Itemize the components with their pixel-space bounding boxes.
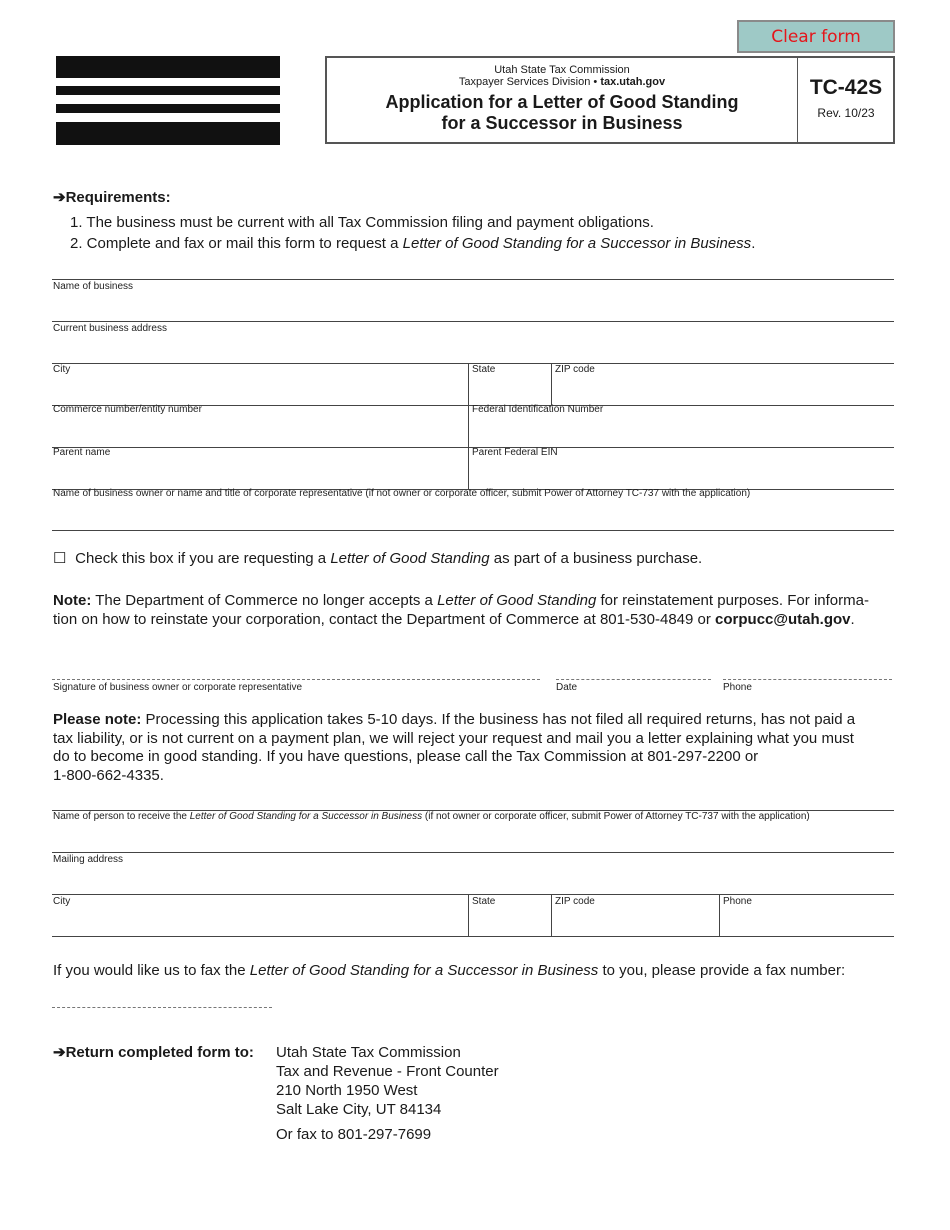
phone-field[interactable] bbox=[723, 679, 892, 680]
address-line1: Utah State Tax Commission bbox=[276, 1044, 461, 1061]
req2-italic: Letter of Good Standing for a Successor in Business bbox=[402, 235, 752, 252]
form-revision: Rev. 10/23 bbox=[817, 106, 875, 120]
business-name-label: Name of business bbox=[53, 281, 134, 292]
agency-name: Utah State Tax Commission bbox=[494, 64, 630, 76]
fax-text: If you would like us to fax the bbox=[53, 962, 250, 979]
address-line2: Tax and Revenue - Front Counter bbox=[276, 1063, 499, 1080]
recipient-zip-field[interactable] bbox=[552, 895, 719, 936]
parent-name-label: Parent name bbox=[53, 447, 111, 458]
date-label: Date bbox=[556, 682, 578, 693]
owner-representative-label: Name of business owner or name and title of corporate representative (if not owner or corporate officer, submit Power of Attorney TC-737 with the application) bbox=[53, 488, 751, 499]
address-line3: 210 North 1950 West bbox=[276, 1082, 418, 1099]
recipient-name-label bbox=[53, 811, 810, 822]
return-fax: Or fax to 801-297-7699 bbox=[276, 1126, 432, 1143]
date-field[interactable] bbox=[556, 679, 711, 680]
fax-italic: Letter of Good Standing for a Successor in Business bbox=[249, 962, 599, 979]
return-heading bbox=[53, 1043, 254, 1061]
please-note-line3: do to become in good standing. If you have questions, please call the Tax Commission at 801-297-2200 or bbox=[53, 748, 759, 765]
phone-label: Phone bbox=[723, 682, 752, 693]
commerce-note bbox=[53, 592, 898, 629]
note-label: Note: bbox=[53, 592, 92, 609]
fax-request bbox=[53, 962, 845, 981]
please-note-text1: Processing this application takes 5-10 days. If the business has not filed all required returns, has not paid a bbox=[141, 711, 856, 728]
fax-text-end: to you, please provide a fax number: bbox=[598, 962, 846, 979]
page-title bbox=[327, 92, 797, 134]
business-zip-field[interactable] bbox=[552, 364, 894, 405]
checkbox-italic: Letter of Good Standing bbox=[330, 550, 490, 567]
bullet: • bbox=[593, 76, 598, 88]
clear-form-button[interactable]: Clear form bbox=[737, 20, 895, 53]
division-name: Taxpayer Services Division bbox=[458, 76, 591, 88]
header-divider bbox=[797, 58, 798, 142]
business-state-field[interactable] bbox=[469, 364, 551, 405]
checkbox-text-end: as part of a business purchase. bbox=[489, 550, 703, 567]
please-note-line4: 1-800-662-4335. bbox=[53, 766, 164, 784]
business-name-field[interactable] bbox=[52, 280, 894, 321]
fax-number-field[interactable] bbox=[52, 1007, 272, 1008]
agency-website: tax.utah.gov bbox=[600, 76, 666, 88]
please-note-line1 bbox=[53, 711, 898, 730]
note-end: . bbox=[850, 610, 855, 628]
note-text2: for reinstatement purposes. For informa- bbox=[596, 592, 869, 609]
recipient-label-italic: Letter of Good Standing for a Successor in Business bbox=[189, 811, 423, 822]
req2-end: . bbox=[751, 235, 756, 252]
requirement-item-1: 1. The business must be current with all Tax Commission filing and payment obligations. bbox=[70, 214, 654, 231]
zip-label: ZIP code bbox=[555, 364, 595, 375]
note-text1: The Department of Commerce no longer accepts a bbox=[91, 592, 438, 609]
city-label: City bbox=[53, 364, 71, 375]
form-id: TC-42S bbox=[809, 76, 883, 99]
recipient-label-text: Name of person to receive the bbox=[53, 811, 190, 822]
recipient-name-field[interactable] bbox=[52, 811, 894, 852]
note-line2-text: tion on how to reinstate your corporation, contact the Department of Commerce at 801-530-4849 or bbox=[53, 610, 716, 628]
return-label: Return completed form to: bbox=[65, 1044, 254, 1061]
city-label: City bbox=[53, 896, 71, 907]
purchase-checkbox[interactable]: ☐ bbox=[53, 550, 67, 567]
req2-text: 2. Complete and fax or mail this form to request a bbox=[70, 235, 403, 252]
please-note-label: Please note: bbox=[53, 711, 142, 728]
recipient-label-end: (if not owner or corporate officer, submit Power of Attorney TC-737 with the application) bbox=[422, 811, 810, 822]
requirements-heading bbox=[53, 188, 171, 206]
parent-name-field[interactable] bbox=[52, 448, 468, 489]
checkbox-text: Check this box if you are requesting a bbox=[75, 550, 331, 567]
state-label: State bbox=[472, 364, 496, 375]
arrow-icon: ➔ bbox=[53, 189, 66, 206]
commerce-number-field[interactable] bbox=[52, 406, 468, 447]
commerce-email: corpucc@utah.gov bbox=[715, 610, 851, 628]
purchase-checkbox-row bbox=[53, 550, 702, 569]
field-border bbox=[52, 530, 894, 531]
zip-label: ZIP code bbox=[555, 896, 595, 907]
fein-field[interactable] bbox=[469, 406, 894, 447]
signature-field[interactable] bbox=[52, 679, 540, 680]
note-italic: Letter of Good Standing bbox=[437, 592, 597, 609]
return-address bbox=[276, 1043, 499, 1119]
title-line2: for a Successor in Business bbox=[441, 113, 683, 133]
parent-fein-label: Parent Federal EIN bbox=[472, 447, 558, 458]
requirements-label: Requirements: bbox=[65, 189, 171, 206]
note-line2 bbox=[53, 611, 898, 630]
mailing-address-label: Mailing address bbox=[53, 854, 124, 865]
recipient-phone-field[interactable] bbox=[720, 895, 894, 936]
please-note-line2: tax liability, or is not current on a payment plan, we will reject your request and mail you a letter explaining what you must bbox=[53, 729, 854, 747]
commerce-number-label: Commerce number/entity number bbox=[53, 404, 202, 415]
business-address-label: Current business address bbox=[53, 323, 167, 334]
arrow-icon: ➔ bbox=[53, 1044, 66, 1061]
agency-division bbox=[327, 76, 797, 88]
phone-label: Phone bbox=[723, 896, 752, 907]
barcode bbox=[56, 56, 280, 146]
address-line4: Salt Lake City, UT 84134 bbox=[276, 1101, 442, 1118]
title-line1: Application for a Letter of Good Standing bbox=[385, 92, 739, 112]
state-label: State bbox=[472, 896, 496, 907]
recipient-city-field[interactable] bbox=[52, 895, 468, 936]
fein-label: Federal Identification Number bbox=[472, 404, 604, 415]
field-border bbox=[52, 936, 894, 937]
note-line1 bbox=[53, 592, 898, 611]
recipient-state-field[interactable] bbox=[469, 895, 551, 936]
mailing-address-field[interactable] bbox=[52, 853, 894, 894]
business-address-field[interactable] bbox=[52, 322, 894, 363]
signature-label: Signature of business owner or corporate representative bbox=[53, 682, 303, 693]
processing-note bbox=[53, 711, 898, 785]
parent-fein-field[interactable] bbox=[469, 448, 894, 489]
form-header-box bbox=[325, 56, 895, 144]
owner-representative-field[interactable] bbox=[52, 490, 894, 530]
business-city-field[interactable] bbox=[52, 364, 468, 405]
requirement-item-2 bbox=[70, 235, 755, 252]
